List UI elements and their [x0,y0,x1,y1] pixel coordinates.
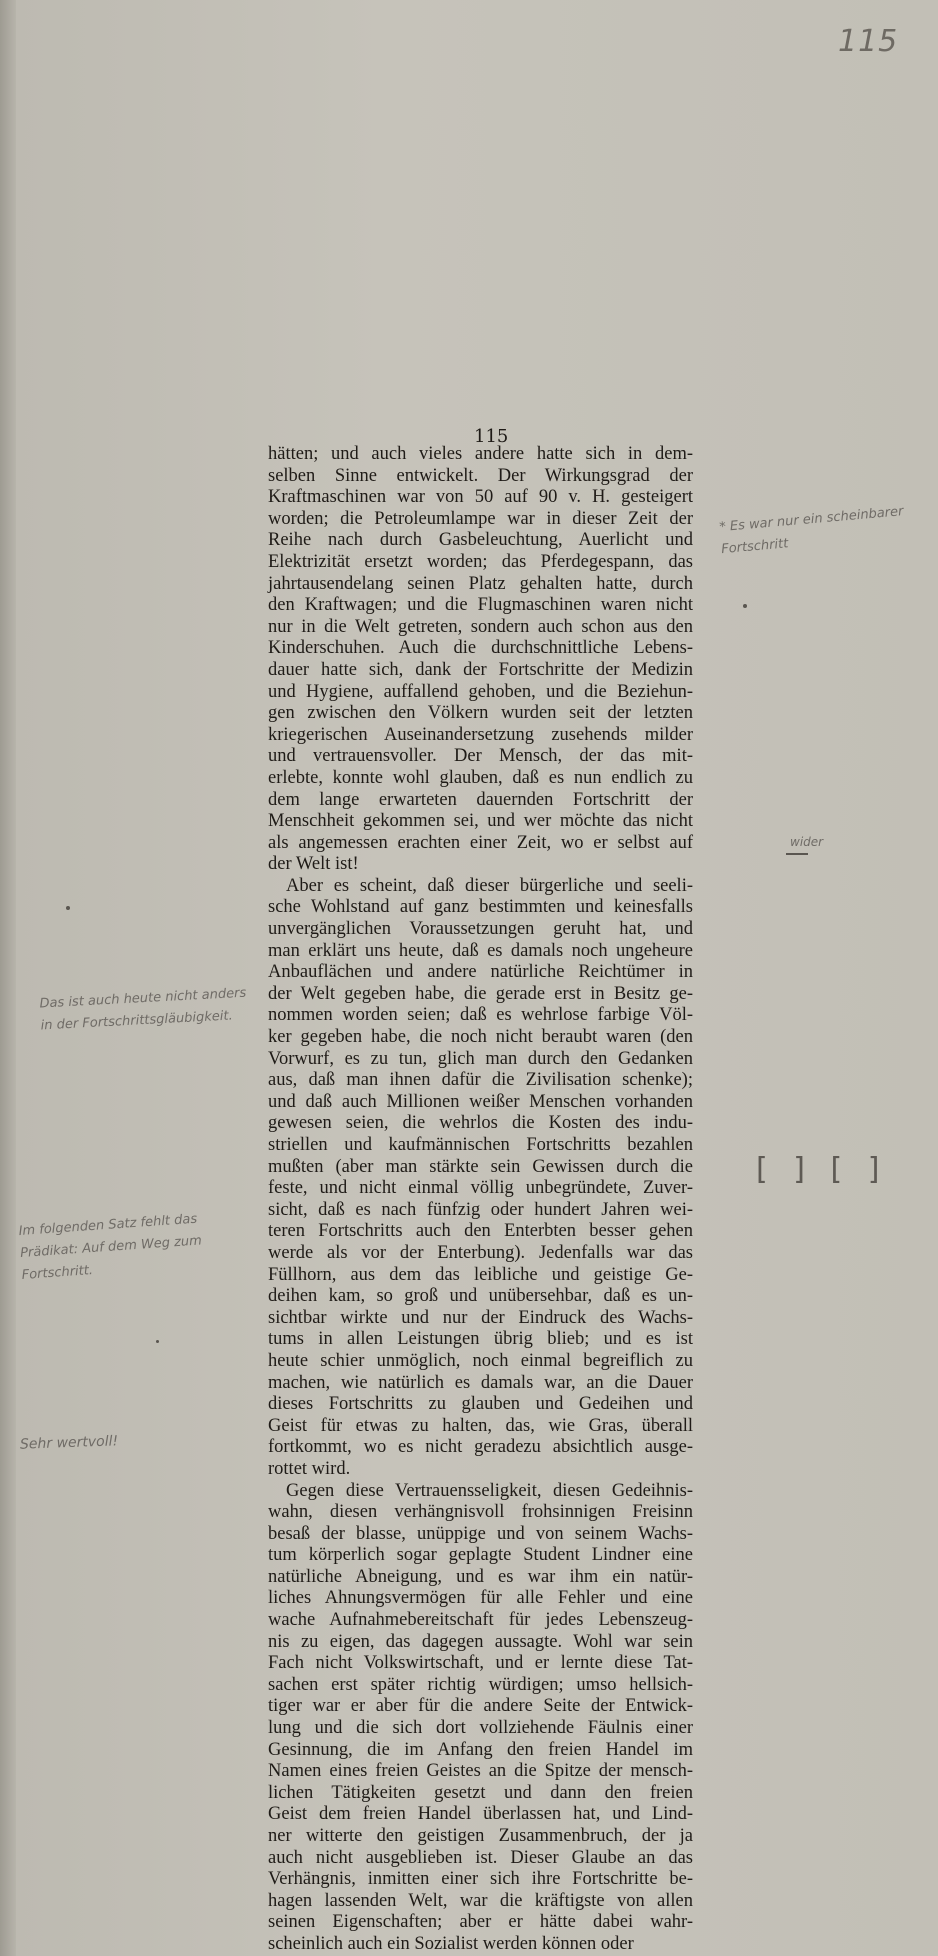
text-line: rottet wird. [268,1458,351,1479]
pencil-speck [66,906,70,910]
text-line: tum körperlich sogar geplagte Student Lindner eine [268,1545,693,1566]
text-line: werde als vor der Enterbung). Jedenfalls war das [268,1242,693,1263]
text-line: Anbauflächen und andere natürliche Reichtümer in [268,962,693,983]
text-line: deihen kam, so groß und unübersehbar, daß es un- [268,1286,693,1307]
text-line: hätten; und auch vieles andere hatte sich in dem- [268,444,693,464]
margin-note-right-3: [ ] [ ] [756,1152,888,1187]
text-line: und daß auch Millionen weißer Menschen vorhanden [268,1091,693,1112]
text-line: dieses Fortschritts zu glauben und Gedeihen und [268,1394,693,1415]
text-line: Kinderschuhen. Auch die durchschnittliche Lebens- [268,638,693,659]
text-line: und Hygiene, auffallend gehoben, und die Beziehun- [268,681,693,702]
pencil-underline [786,853,808,855]
text-line: Gegen diese Vertrauensseligkeit, diesen Gedeihnis- [286,1480,693,1501]
text-line: nis zu eigen, das dagegen aussagte. Wohl war sein [268,1631,693,1652]
text-line: dem lange erwarteten dauernden Fortschritt der [268,789,693,810]
text-line: selben Sinne entwickelt. Der Wirkungsgrad der [268,465,693,486]
margin-note-left-3: Sehr wertvoll! [19,1433,119,1453]
text-line: Geist dem freien Handel überlassen hat, und Lind- [268,1804,693,1825]
text-line: Kraftmaschinen war von 50 auf 90 v. H. gesteigert [268,487,693,508]
margin-note-left-2: Im folgenden Satz fehlt das Prädikat: Auf dem Weg zum Fortschritt. [18,1211,203,1283]
text-line: Geist für etwas zu halten, das, wie Gras, überall [268,1415,693,1436]
text-line: Namen eines freien Geistes an die Spitze der mensch- [268,1761,693,1782]
text-line: sicht, daß es nach fünfzig oder hundert Jahren wei- [268,1199,693,1220]
text-line: teren Fortschritts auch den Enterbten besser gehen [268,1221,693,1242]
text-line: fortkommt, wo es nicht geradezu absichtlich ausge- [268,1437,693,1458]
printed-page-number: 115 [474,426,509,447]
text-line: als angemessen erachten einer Zeit, wo er selbst auf [268,832,693,853]
text-line: Füllhorn, aus dem das leibliche und geistige Ge- [268,1264,693,1285]
text-line: liches Ahnungsvermögen für alle Fehler und eine [268,1588,693,1609]
text-line: wahn, diesen verhängnisvoll frohsinnigen Freisinn [268,1502,693,1523]
pencil-speck [743,604,747,608]
text-line: besaß der blasse, unüppige und von seinem Wachs- [268,1523,693,1544]
text-line: wache Aufnahmebereitschaft für jedes Lebenszeug- [268,1610,693,1631]
text-line: erlebte, konnte wohl glauben, daß es nun endlich zu [268,767,693,788]
text-line: machen, wie natürlich es damals war, an die Dauer [268,1372,693,1393]
text-line: sichtbar wirkte und nur der Eindruck des Wachs- [268,1307,693,1328]
text-line: ker gegeben habe, die noch nicht beraubt waren (den [268,1027,693,1048]
text-line: den Kraftwagen; und die Flugmaschinen waren nicht [268,595,693,616]
text-line: sachen erst später richtig würdigen; umso hellsich- [268,1674,693,1695]
text-line: der Welt gegeben habe, die gerade erst in Besitz ge- [268,983,693,1004]
text-line: sche Wohlstand auf ganz bestimmten und keinesfalls [268,897,693,918]
text-line: aus, daß man ihnen dafür die Zivilisation schenke); [268,1070,693,1091]
text-line: seinen Eigenschaften; aber er hätte dabei wahr- [268,1912,693,1933]
text-line: Fach nicht Volkswirtschaft, und er lernte diese Tat- [268,1653,693,1674]
margin-note-right-1: * Es war nur ein scheinbarer Fortschritt [718,504,905,558]
handwritten-page-number: 115 [838,24,899,59]
text-line: scheinlich auch ein Sozialist werden können oder [268,1933,634,1954]
text-line: hagen lassenden Welt, war die kräftigste von allen [268,1890,693,1911]
text-line: kriegerischen Auseinandersetzung zusehends milder [268,724,693,745]
text-line: tiger war er aber für die andere Seite der Entwick- [268,1696,693,1717]
text-line: Gesinnung, die im Anfang den freien Handel im [268,1739,693,1760]
text-line: striellen und kaufmännischen Fortschritts bezahlen [268,1135,693,1155]
text-line: auch nicht ausgeblieben ist. Dieser Glaube an das [268,1847,693,1868]
text-line: worden; die Petroleumlampe war in dieser Zeit der [268,508,693,529]
text-line: lung und die sich dort vollziehende Fäulnis einer [268,1718,693,1739]
text-line: Menschheit gekommen sei, und wer möchte das nicht [268,811,693,832]
text-line: Vorwurf, es zu tun, glich man durch den Gedanken [268,1048,693,1069]
text-line: nur in die Welt getreten, sondern auch schon aus den [268,616,693,637]
text-line: Reihe nach durch Gasbeleuchtung, Auerlicht und [268,530,693,551]
text-line: dauer hatte sich, dank der Fortschritte der Medizin [268,659,693,680]
margin-note-left-1: Das ist auch heute nicht anders in der Fortschrittsgläubigkeit. [39,985,247,1034]
margin-note-right-2: wider [790,835,824,849]
text-line: natürliche Abneigung, und es war ihm ein natür- [268,1566,693,1587]
typeset-body-text [268,444,693,1956]
text-line: lichen Tätigkeiten gesetzt und dann den freien [268,1782,693,1803]
text-line: tums in allen Leistungen übrig blieb; und es ist [268,1329,693,1350]
text-line: gewesen seien, die wehrlos die Kosten des indu- [268,1113,693,1134]
pencil-speck [156,1340,159,1343]
text-line: der Welt ist! [268,854,359,875]
text-line: Aber es scheint, daß dieser bürgerliche und seeli- [286,875,693,896]
text-line: heute schier unmöglich, noch einmal begreiflich zu [268,1350,693,1371]
text-line: gen zwischen den Völkern wurden seit der letzten [268,703,693,724]
text-line: Verhängnis, inmitten einer sich ihre Fortschritte be- [268,1869,693,1890]
text-line: unvergänglichen Voraussetzungen geruht hat, und [268,919,693,940]
text-line: jahrtausendelang seinen Platz gehalten hatte, durch [268,573,693,594]
binding-edge [0,0,16,1956]
text-line: und vertrauensvoller. Der Mensch, der das mit- [268,746,693,767]
text-line: ner witterte den geistigen Zusammenbruch, der ja [268,1826,693,1846]
text-line: man erklärt uns heute, daß es damals noch ungeheure [268,940,693,961]
text-line: mußten (aber man stärkte sein Gewissen durch die [268,1156,693,1177]
text-line: feste, und nicht einmal völlig unbegründete, Zuver- [268,1178,693,1199]
text-line: Elektrizität ersetzt worden; das Pferdegespann, das [268,551,693,572]
text-line: nommen worden seien; daß es wehrlose farbige Völ- [268,1005,693,1026]
